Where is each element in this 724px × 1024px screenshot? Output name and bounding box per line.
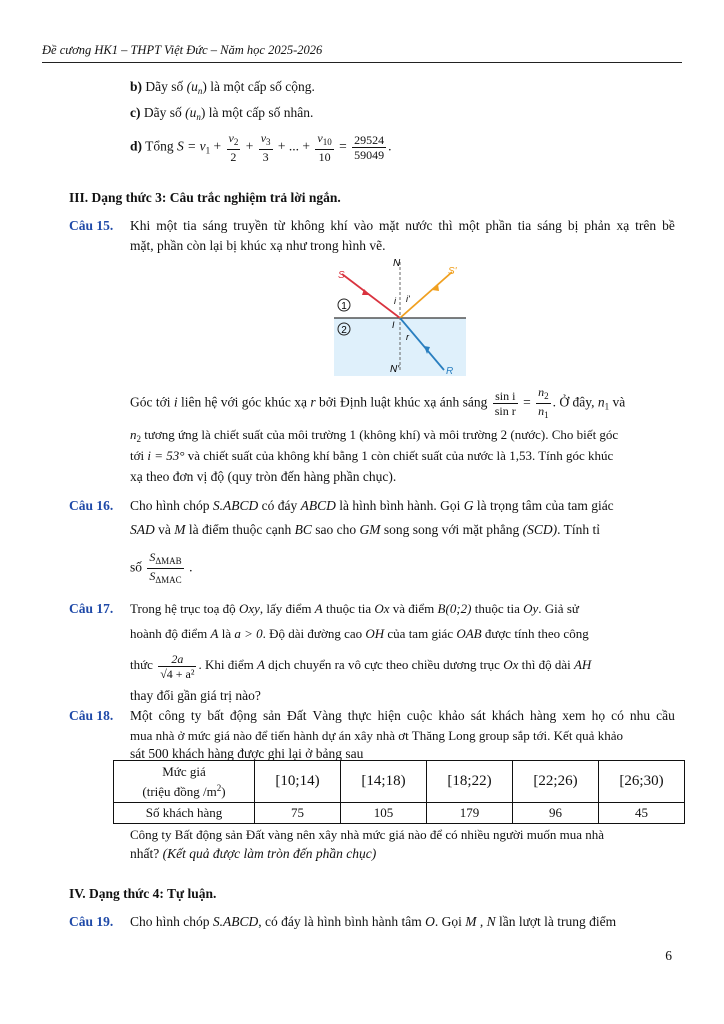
word: xem: [562, 708, 586, 723]
question-18-label: Câu 18.: [69, 708, 114, 723]
word: tia: [517, 218, 532, 233]
snell-law-rhs: $\frac{n_2}{n_1}$: [538, 385, 549, 420]
question-16-line-2: SAD và M là điểm thuộc cạnh BC sao cho GM song song với mặt phẳng (SCD). Tính tỉ: [130, 522, 601, 537]
table-cell: [26;30): [599, 761, 685, 803]
word: động: [229, 708, 257, 723]
table-cell: [10;14): [255, 761, 341, 803]
reflected-arrow: [432, 284, 439, 291]
table-cell: 45: [599, 803, 685, 824]
area-ratio: $\frac{S_{\Delta MAB}}{S_{\Delta MAC}}$: [149, 550, 182, 585]
question-15-line-5: tới i = 53° và chiết suất của không khí bằng 1 còn chiết suất của nước là 1,53. Tính góc khúc: [130, 448, 614, 463]
table-header-price: Mức giá (triệu đồng $/m^2$): [114, 761, 255, 803]
question-17-line-1: Trong hệ trục toạ độ Oxy, lấy điểm A thuộc tia Ox và điểm B(0;2) thuộc tia Oy. Giả sử: [130, 601, 579, 616]
section-4-title: IV. Dạng thức 4: Tự luận.: [69, 886, 217, 901]
word: sáng: [537, 218, 562, 233]
word: sát: [470, 708, 486, 723]
question-19-label: Câu 19.: [69, 914, 114, 929]
item-b: b) Dãy số $(u_n)$ là một cấp số cộng.: [130, 79, 315, 96]
word: sáng: [202, 218, 228, 233]
question-15-line-1: [130, 217, 675, 235]
svg-text:N: N: [393, 258, 401, 269]
item-c: c) Dãy số $(u_n)$ là một cấp số nhân.: [130, 105, 314, 122]
svg-text:i: i: [394, 296, 396, 306]
word: bất: [207, 708, 224, 723]
table-cell: 179: [427, 803, 513, 824]
table-row: [114, 803, 685, 824]
word: khảo: [438, 708, 465, 723]
page-number: 6: [665, 948, 672, 963]
word: thì: [438, 218, 453, 233]
word: tia: [183, 218, 197, 233]
question-19-line-1: Cho hình chóp S.ABCD, có đáy là hình bình hành tâm O. Gọi M , N lần lượt là trung điểm: [130, 914, 617, 929]
word: khí: [330, 218, 348, 233]
word: sản: [262, 708, 281, 723]
question-18-after-1: Công ty Bất động sản Đất vàng nên xây nhà mức giá nào để có nhiều người muốn mua nhà: [130, 827, 605, 842]
table-row: [114, 761, 685, 803]
section-3-title: III. Dạng thức 3: Câu trắc nghiệm trả lời ngắn.: [69, 190, 341, 205]
svg-text:S': S': [448, 266, 457, 277]
word: cầu: [656, 708, 675, 723]
word: Vàng: [312, 708, 342, 723]
question-16-label: Câu 16.: [69, 498, 114, 513]
fraction-v3: $\frac{v_3}{3}$: [260, 131, 271, 164]
word: một: [458, 218, 480, 233]
fraction-v2: $\frac{v_2}{2}$: [228, 131, 239, 164]
table-cell: 105: [341, 803, 427, 824]
word: thực: [347, 708, 372, 723]
word: hàng: [530, 708, 557, 723]
price-survey-table: [113, 760, 685, 824]
question-17-line-3: thức $\frac{2a}{\text{√4 + a²}}$ . Khi điểm A dịch chuyển ra vô cực theo chiều dương trục Ox thì độ dài AH: [130, 651, 592, 681]
question-18-after-2: nhất? (Kết quả được làm tròn đến phần chục): [130, 846, 377, 861]
svg-text:i': i': [406, 294, 410, 304]
question-15-line-4: $n_2$ tương ứng là chiết suất của môi trường 1 (không khí) và môi trường 2 (nước). Cho biết góc: [130, 427, 619, 444]
word: phần: [485, 218, 512, 233]
word: nhu: [629, 708, 651, 723]
word: hiện: [377, 708, 401, 723]
word: mặt: [379, 218, 400, 233]
table-cell: 96: [513, 803, 599, 824]
height-formula: $\frac{2a}{\text{√4 + a²}}$: [160, 651, 195, 681]
item-d: d) Tổng $S = v_1$ + $\frac{v_2}{2}$ + $\frac{v_3}{3}$ + ... + $\frac{v_{10}}{10}$ = $\frac{29524}{59049}$ .: [130, 131, 392, 164]
svg-text:N': N': [390, 364, 400, 375]
fraction-result: $\frac{29524}{59049}$: [354, 133, 385, 162]
word: bề: [662, 218, 675, 233]
snell-law-lhs: $\frac{\text{sin i}}{\text{sin r}}$: [494, 389, 516, 418]
word: một: [156, 218, 178, 233]
question-15-line-3: Góc tới i liên hệ với góc khúc xạ r bởi Định luật khúc xạ ánh sáng $\frac{\text{sin i}}{\text{sin r}}$ = $\frac{n_2}{n_1}$ . Ở đây, $n_1$ và: [130, 385, 626, 420]
word: Đất: [286, 708, 307, 723]
incident-ray: [342, 274, 400, 318]
word: phản: [584, 218, 611, 233]
table-cell: [14;18): [341, 761, 427, 803]
question-17-line-2: hoành độ điểm A là a > 0. Độ dài đường cao OH của tam giác OAB được tính theo công: [130, 626, 589, 641]
word: không: [290, 218, 325, 233]
svg-text:S: S: [338, 270, 345, 281]
question-18-line-2: mua nhà ở mức giá nào để tiến hành dự án xây nhà ơt Thăng Long group sắp tới. Kết quả khảo: [130, 728, 623, 743]
word: công: [158, 708, 185, 723]
question-17-label: Câu 17.: [69, 601, 114, 616]
question-18-line-3: sát 500 khách hàng được ghi lại ở bảng sau: [130, 746, 364, 761]
word: ty: [190, 708, 202, 723]
svg-text:r: r: [406, 332, 409, 342]
svg-text:2: 2: [341, 325, 347, 336]
question-18-line-1: [130, 707, 675, 725]
svg-text:1: 1: [341, 301, 347, 312]
svg-text:I: I: [392, 320, 395, 330]
word: bị: [567, 218, 579, 233]
question-17-line-4: thay đổi gần giá trị nào?: [130, 688, 261, 703]
table-cell: [18;22): [427, 761, 513, 803]
table-header-count: Số khách hàng: [114, 803, 255, 824]
word: xạ: [616, 218, 630, 233]
question-16-line-1: Cho hình chóp S.ABCD có đáy ABCD là hình bình hành. Gọi G là trọng tâm của tam giác: [130, 498, 614, 513]
question-16-line-3: số $\frac{S_{\Delta MAB}}{S_{\Delta MAC}}$ .: [130, 550, 193, 585]
question-15-label: Câu 15.: [69, 218, 114, 233]
fraction-v10: $\frac{v_{10}}{10}$: [317, 131, 332, 164]
word: nước: [405, 218, 433, 233]
table-cell: [22;26): [513, 761, 599, 803]
word: từ: [273, 218, 285, 233]
word: vào: [353, 218, 374, 233]
refraction-figure: [334, 258, 466, 376]
word: Một: [130, 708, 153, 723]
table-cell: 75: [255, 803, 341, 824]
word: trên: [635, 218, 657, 233]
word: họ: [591, 708, 606, 723]
word: khách: [491, 708, 524, 723]
word: truyền: [233, 218, 268, 233]
header-divider: [42, 62, 682, 63]
word: Khi: [130, 218, 151, 233]
word: có: [611, 708, 624, 723]
word: cuộc: [406, 708, 433, 723]
question-15-line-2: mặt, phần còn lại bị khúc xạ như trong hình vẽ.: [130, 238, 386, 253]
question-15-line-6: xạ theo đơn vị độ (quy tròn đến hàng phần chục).: [130, 469, 397, 484]
svg-text:R: R: [446, 366, 454, 376]
page-header: Đề cương HK1 – THPT Việt Đức – Năm học 2025-2026: [42, 43, 323, 57]
